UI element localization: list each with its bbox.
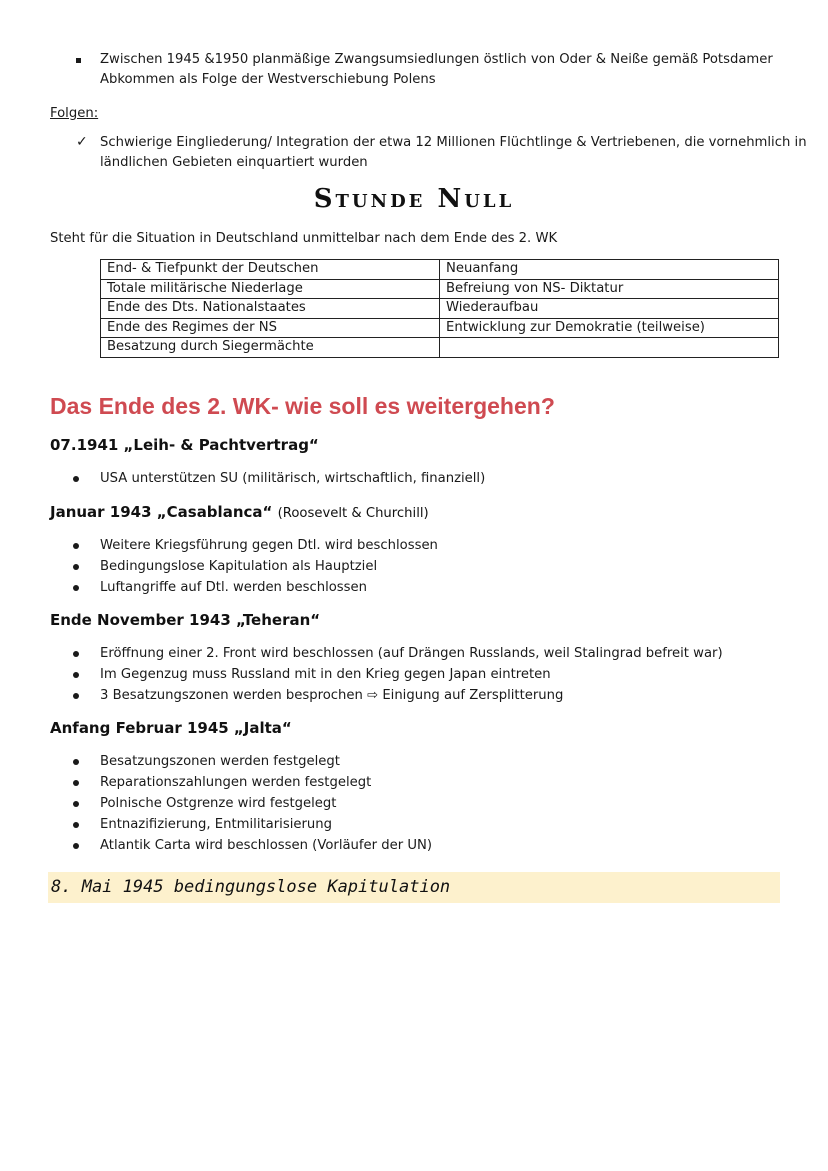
section-title: Januar 1943 „Casablanca“ bbox=[50, 503, 273, 521]
section-heading bbox=[50, 503, 429, 521]
folgen-label: Folgen: bbox=[50, 106, 99, 121]
table-row bbox=[101, 299, 779, 319]
table-row bbox=[101, 318, 779, 338]
list-item: Weitere Kriegsführung gegen Dtl. wird beschlossen bbox=[100, 538, 438, 553]
table-row bbox=[101, 279, 779, 299]
bullet-icon bbox=[73, 564, 79, 570]
list-item: Besatzungszonen werden festgelegt bbox=[100, 754, 340, 769]
bullet-icon bbox=[73, 585, 79, 591]
table-cell: Wiederaufbau bbox=[440, 299, 779, 319]
list-item: Atlantik Carta wird beschlossen (Vorläufer der UN) bbox=[100, 838, 433, 853]
list-item: Im Gegenzug muss Russland mit in den Krieg gegen Japan eintreten bbox=[100, 667, 551, 682]
table-row bbox=[101, 338, 779, 358]
list-item: 3 Besatzungszonen werden besprochen ⇨ Einigung auf Zersplitterung bbox=[100, 688, 564, 703]
ende-heading: Das Ende des 2. WK- wie soll es weitergehen? bbox=[50, 393, 555, 419]
square-bullet-icon bbox=[76, 58, 81, 63]
section-aside: (Roosevelt & Churchill) bbox=[277, 506, 429, 521]
table-cell: Neuanfang bbox=[440, 260, 779, 280]
final-highlight: 8. Mai 1945 bedingungslose Kapitulation bbox=[48, 872, 780, 903]
table-cell bbox=[440, 338, 779, 358]
bullet-icon bbox=[73, 822, 79, 828]
list-item: USA unterstützen SU (militärisch, wirtschaftlich, finanziell) bbox=[100, 471, 486, 486]
intro-bullet-line-2: Abkommen als Folge der Westverschiebung Polens bbox=[100, 72, 436, 87]
stunde-null-title: Stunde Null bbox=[313, 184, 515, 214]
bullet-icon bbox=[73, 651, 79, 657]
list-item: Entnazifizierung, Entmilitarisierung bbox=[100, 817, 332, 832]
checkmark-icon: ✓ bbox=[76, 134, 88, 150]
bullet-icon bbox=[73, 801, 79, 807]
section-title: 07.1941 „Leih- & Pachtvertrag“ bbox=[50, 436, 319, 454]
list-item: Polnische Ostgrenze wird festgelegt bbox=[100, 796, 337, 811]
section-title: Ende November 1943 „Teheran“ bbox=[50, 611, 321, 629]
list-item: Reparationszahlungen werden festgelegt bbox=[100, 775, 372, 790]
section-heading bbox=[50, 611, 320, 629]
table-cell: Ende des Dts. Nationalstaates bbox=[101, 299, 440, 319]
bullet-icon bbox=[73, 543, 79, 549]
folgen-line-1: Schwierige Eingliederung/ Integration der etwa 12 Millionen Flüchtlinge & Vertriebenen, die vornehmlich in bbox=[100, 135, 807, 150]
bullet-icon bbox=[73, 759, 79, 765]
bullet-icon bbox=[73, 780, 79, 786]
table-cell: Ende des Regimes der NS bbox=[101, 318, 440, 338]
bullet-icon bbox=[73, 476, 79, 482]
table-cell: Totale militärische Niederlage bbox=[101, 279, 440, 299]
table-cell: Besatzung durch Siegermächte bbox=[101, 338, 440, 358]
intro-bullet-line-1: Zwischen 1945 &1950 planmäßige Zwangsumsiedlungen östlich von Oder & Neiße gemäß Potsdamer bbox=[100, 52, 773, 67]
section-heading bbox=[50, 436, 319, 454]
list-item: Eröffnung einer 2. Front wird beschlossen (auf Drängen Russlands, weil Stalingrad befreit war) bbox=[100, 646, 723, 661]
section-heading bbox=[50, 719, 292, 737]
table-cell: End- & Tiefpunkt der Deutschen bbox=[101, 260, 440, 280]
table-row bbox=[101, 260, 779, 280]
bullet-icon bbox=[73, 843, 79, 849]
stunde-null-definition: Steht für die Situation in Deutschland unmittelbar nach dem Ende des 2. WK bbox=[50, 231, 558, 246]
list-item: Luftangriffe auf Dtl. werden beschlossen bbox=[100, 580, 368, 595]
folgen-line-2: ländlichen Gebieten einquartiert wurden bbox=[100, 155, 368, 170]
table-cell: Entwicklung zur Demokratie (teilweise) bbox=[440, 318, 779, 338]
list-item: Bedingungslose Kapitulation als Hauptziel bbox=[100, 559, 378, 574]
section-title: Anfang Februar 1945 „Jalta“ bbox=[50, 719, 292, 737]
bullet-icon bbox=[73, 672, 79, 678]
table-cell: Befreiung von NS- Diktatur bbox=[440, 279, 779, 299]
stunde-null-table bbox=[100, 259, 779, 358]
bullet-icon bbox=[73, 693, 79, 699]
